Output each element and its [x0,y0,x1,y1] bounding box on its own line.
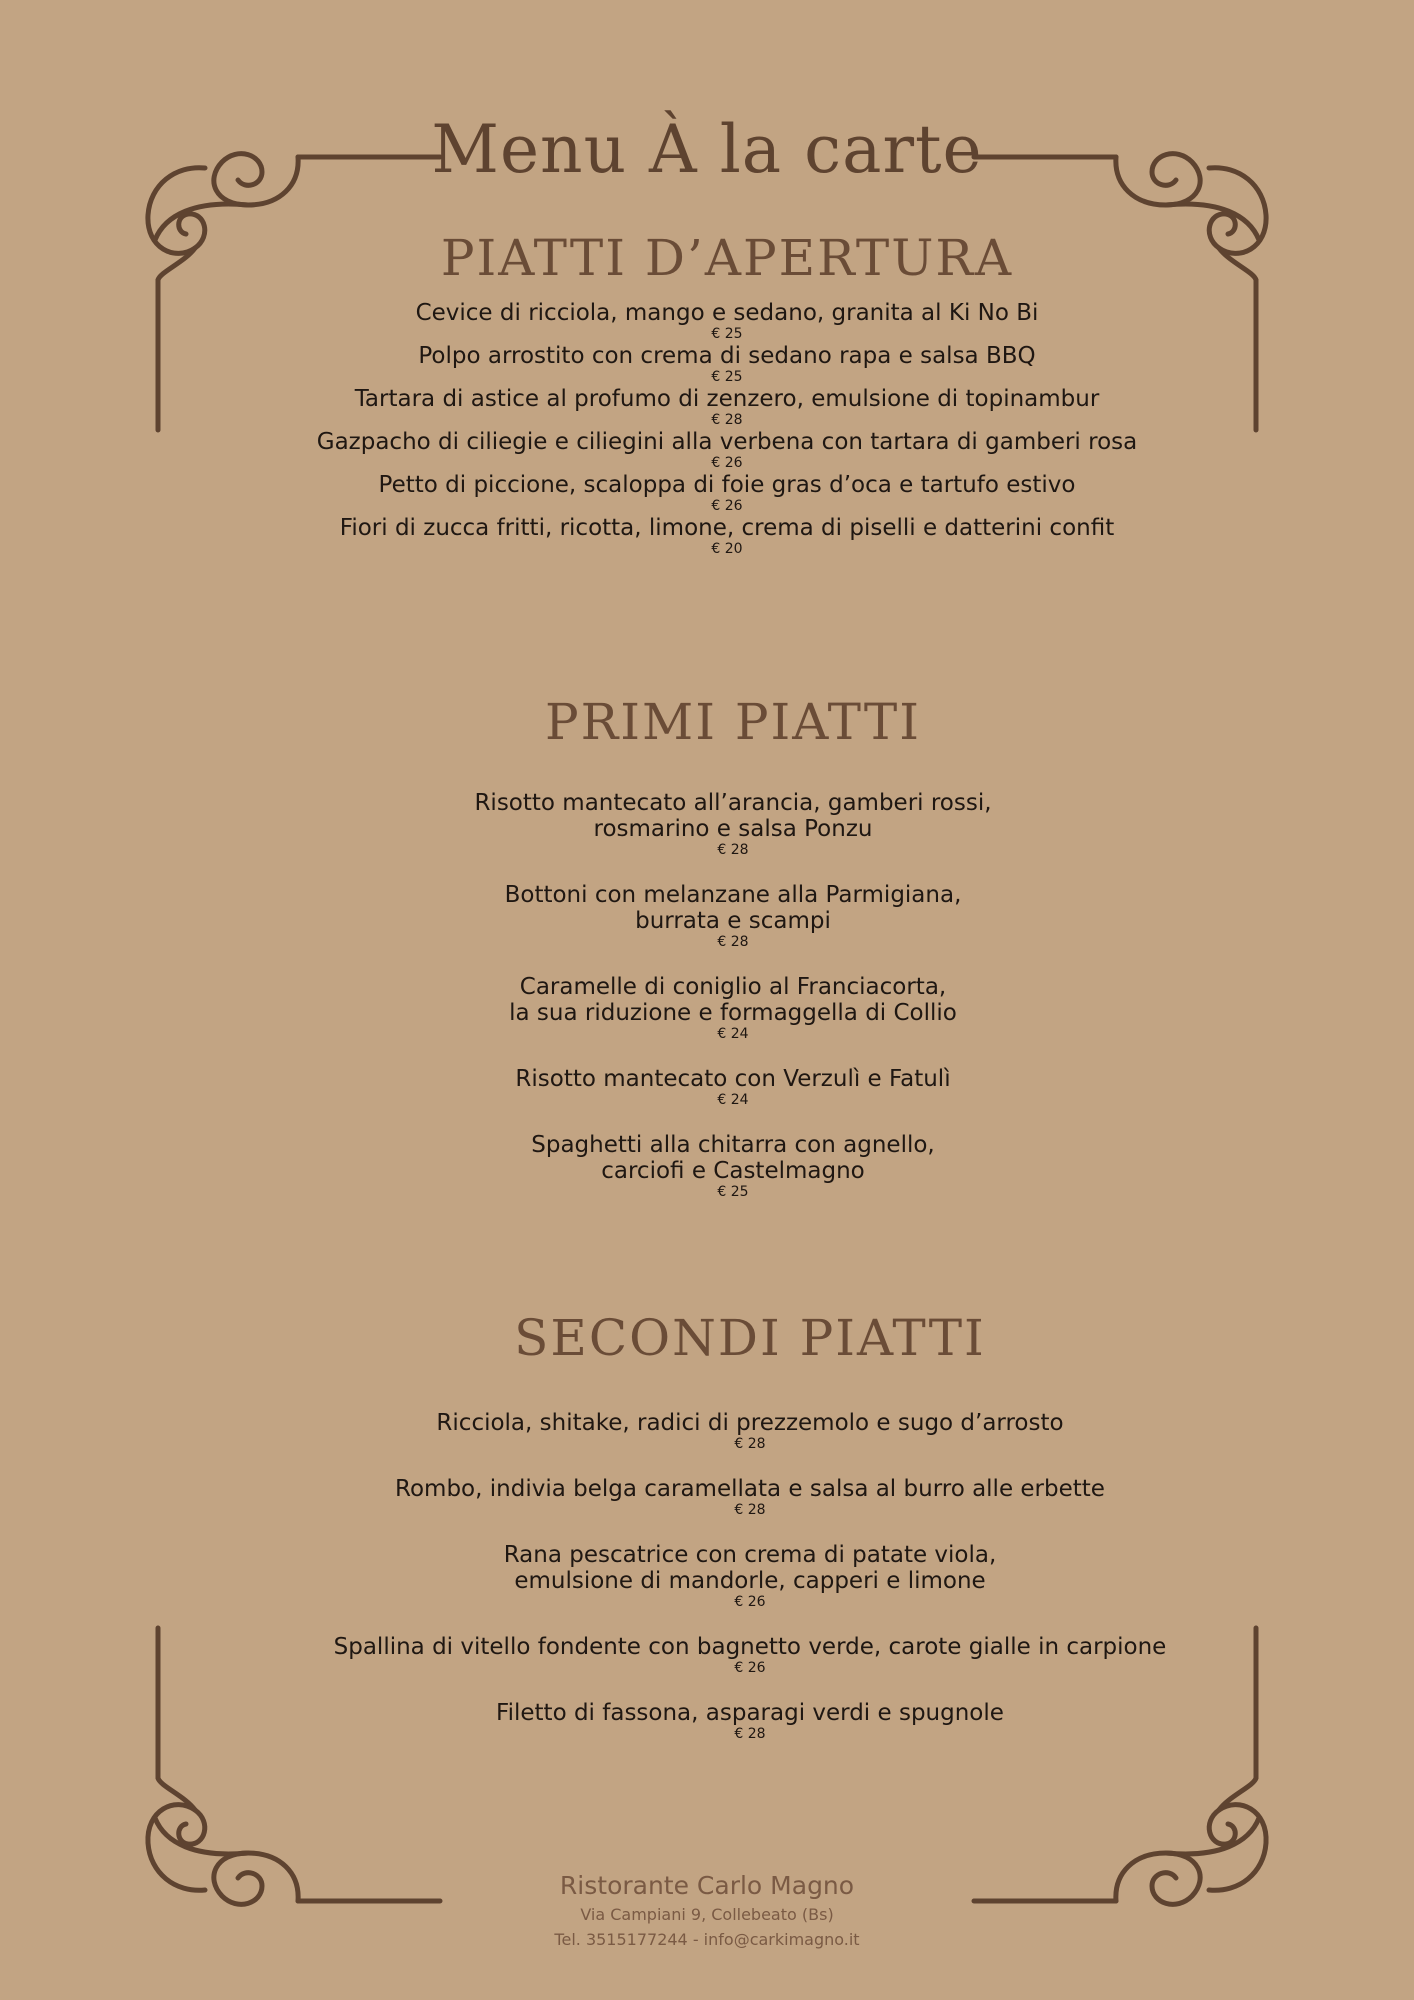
dish-name: Spaghetti alla chitarra con agnello, carciofi e Castelmagno [531,1132,935,1184]
dish-item [0,882,1414,951]
dish-name: Polpo arrostito con crema di sedano rapa e salsa BBQ [418,343,1036,369]
section-title-antipasti: PIATTI D’APERTURA [440,229,1014,287]
dish-name: Cevice di ricciola, mango e sedano, granita al Ki No Bi [415,300,1039,326]
dish-item [0,515,1414,558]
section-secondi [0,1410,1414,1766]
dish-name: Risotto mantecato con Verzulì e Fatulì [515,1066,951,1092]
dish-price: € 26 [734,1660,766,1676]
menu-title: Menu À la carte [431,111,983,188]
dish-name: Fiori di zucca fritti, ricotta, limone, crema di piselli e datterini confit [339,515,1115,541]
footer [0,1870,1414,1952]
restaurant-address: Via Campiani 9, Collebeato (Bs) [580,1905,834,1924]
dish-item [0,1476,1414,1519]
dish-item [0,343,1414,386]
dish-name: Tartara di astice al profumo di zenzero, emulsione di topinambur [354,386,1100,412]
dish-item [0,300,1414,343]
section-primi [0,790,1414,1224]
dish-price: € 26 [711,455,743,471]
dish-item [0,472,1414,515]
dish-name: Petto di piccione, scaloppa di foie gras d’oca e tartufo estivo [378,472,1076,498]
restaurant-name: Ristorante Carlo Magno [559,1871,855,1900]
dish-price: € 28 [734,1726,766,1742]
dish-price: € 28 [734,1502,766,1518]
section-antipasti [0,300,1414,558]
dish-price: € 26 [711,498,743,514]
dish-item [0,974,1414,1043]
dish-name: Risotto mantecato all’arancia, gamberi rossi, rosmarino e salsa Ponzu [474,790,992,842]
dish-name: Ricciola, shitake, radici di prezzemolo e sugo d’arrosto [436,1410,1064,1436]
dish-name: Filetto di fassona, asparagi verdi e spugnole [496,1700,1004,1726]
dish-price: € 28 [717,842,749,858]
dish-item [0,1066,1414,1109]
section-title-secondi: SECONDI PIATTI [514,1309,986,1367]
dish-price: € 24 [717,1026,749,1042]
dish-name: Rombo, indivia belga caramellata e salsa al burro alle erbette [395,1476,1105,1502]
dish-item [0,1634,1414,1677]
dish-item [0,1410,1414,1453]
dish-name: Spallina di vitello fondente con bagnetto verde, carote gialle in carpione [333,1634,1167,1660]
dish-item [0,386,1414,429]
dish-name: Rana pescatrice con crema di patate viola, emulsione di mandorle, capperi e limone [503,1542,997,1594]
dish-item [0,790,1414,859]
dish-item [0,429,1414,472]
dish-item [0,1542,1414,1611]
dish-price: € 28 [734,1436,766,1452]
dish-name: Caramelle di coniglio al Franciacorta, la sua riduzione e formaggella di Collio [509,974,957,1026]
dish-price: € 28 [717,934,749,950]
dish-price: € 28 [711,412,743,428]
section-title-primi: PRIMI PIATTI [544,693,922,751]
dish-price: € 20 [711,541,743,557]
dish-price: € 26 [734,1594,766,1610]
dish-item [0,1132,1414,1201]
dish-price: € 25 [711,326,743,342]
dish-price: € 24 [717,1092,749,1108]
dish-name: Bottoni con melanzane alla Parmigiana, burrata e scampi [504,882,962,934]
dish-price: € 25 [711,369,743,385]
restaurant-contact: Tel. 3515177244 - info@carkimagno.it [554,1930,860,1949]
dish-name: Gazpacho di ciliegie e ciliegini alla verbena con tartara di gamberi rosa [316,429,1138,455]
dish-price: € 25 [717,1184,749,1200]
dish-item [0,1700,1414,1743]
